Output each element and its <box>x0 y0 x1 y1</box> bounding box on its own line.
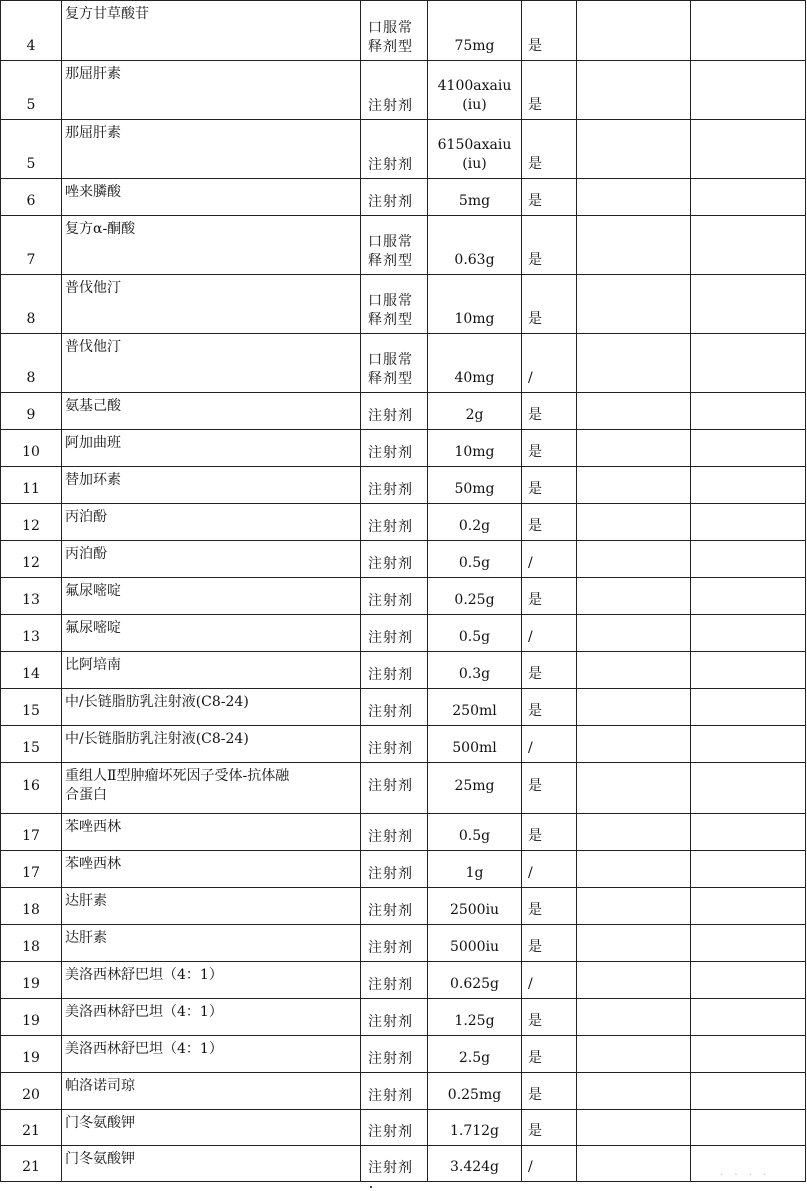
empty-cell <box>691 541 806 578</box>
table-row <box>1 467 806 504</box>
dosage-form: 注射剂 <box>361 999 428 1036</box>
dosage-form: 注射剂 <box>361 726 428 763</box>
dosage-form: 口服常释剂型 <box>361 334 428 393</box>
dosage-form: 注射剂 <box>361 504 428 541</box>
row-number: 19 <box>1 999 62 1036</box>
empty-cell <box>577 61 691 120</box>
table-row <box>1 689 806 726</box>
dosage-form: 注射剂 <box>361 120 428 179</box>
flag-value: / <box>522 1146 577 1182</box>
empty-cell <box>691 999 806 1036</box>
dosage-form: 注射剂 <box>361 814 428 851</box>
empty-cell <box>577 467 691 504</box>
empty-cell <box>691 61 806 120</box>
empty-cell <box>577 578 691 615</box>
empty-cell <box>691 120 806 179</box>
drug-name: 苯唑西林 <box>62 851 361 888</box>
flag-value: 是 <box>522 467 577 504</box>
drug-name: 帕洛诺司琼 <box>62 1073 361 1110</box>
table-row <box>1 61 806 120</box>
row-number: 21 <box>1 1110 62 1146</box>
empty-cell <box>577 814 691 851</box>
specification: 500ml <box>428 726 522 763</box>
drug-name: 门冬氨酸钾 <box>62 1110 361 1146</box>
table-row <box>1 652 806 689</box>
row-number: 14 <box>1 652 62 689</box>
flag-value: 是 <box>522 999 577 1036</box>
flag-value: 是 <box>522 430 577 467</box>
empty-cell <box>577 1110 691 1146</box>
flag-value: / <box>522 615 577 652</box>
empty-cell <box>691 1036 806 1073</box>
drug-name: 达肝素 <box>62 888 361 925</box>
flag-value: 是 <box>522 216 577 275</box>
row-number: 5 <box>1 61 62 120</box>
empty-cell <box>577 1146 691 1182</box>
drug-name: 丙泊酚 <box>62 504 361 541</box>
flag-value: 是 <box>522 120 577 179</box>
empty-cell <box>691 888 806 925</box>
page-mark <box>370 1186 372 1188</box>
dosage-form: 注射剂 <box>361 179 428 216</box>
dosage-form: 注射剂 <box>361 925 428 962</box>
specification: 25mg <box>428 763 522 814</box>
empty-cell <box>691 925 806 962</box>
flag-value: 是 <box>522 763 577 814</box>
empty-cell <box>691 334 806 393</box>
drug-name: 那屈肝素 <box>62 61 361 120</box>
dosage-form: 注射剂 <box>361 1073 428 1110</box>
empty-cell <box>691 1110 806 1146</box>
drug-name: 氟尿嘧啶 <box>62 578 361 615</box>
flag-value: / <box>522 962 577 999</box>
table-row <box>1 814 806 851</box>
empty-cell <box>577 962 691 999</box>
dosage-form: 注射剂 <box>361 615 428 652</box>
table-row <box>1 925 806 962</box>
row-number: 9 <box>1 393 62 430</box>
dosage-form: 注射剂 <box>361 763 428 814</box>
flag-value: 是 <box>522 578 577 615</box>
table-row <box>1 275 806 334</box>
table-row <box>1 1110 806 1146</box>
dosage-form: 注射剂 <box>361 1110 428 1146</box>
empty-cell <box>577 179 691 216</box>
drug-name: 替加环素 <box>62 467 361 504</box>
drug-name: 美洛西林舒巴坦（4：1） <box>62 1036 361 1073</box>
flag-value: 是 <box>522 179 577 216</box>
empty-cell <box>577 851 691 888</box>
row-number: 17 <box>1 851 62 888</box>
scan-dots-decoration: · · · · <box>720 1170 771 1181</box>
empty-cell <box>577 726 691 763</box>
specification: 1.712g <box>428 1110 522 1146</box>
row-number: 12 <box>1 504 62 541</box>
specification: 2500iu <box>428 888 522 925</box>
table-row <box>1 1 806 61</box>
empty-cell <box>577 504 691 541</box>
specification: 1g <box>428 851 522 888</box>
specification: 0.25mg <box>428 1073 522 1110</box>
dosage-form: 口服常释剂型 <box>361 216 428 275</box>
flag-value: 是 <box>522 393 577 430</box>
row-number: 7 <box>1 216 62 275</box>
row-number: 20 <box>1 1073 62 1110</box>
dosage-form: 注射剂 <box>361 652 428 689</box>
drug-name: 比阿培南 <box>62 652 361 689</box>
empty-cell <box>691 216 806 275</box>
table-row <box>1 615 806 652</box>
specification: 2.5g <box>428 1036 522 1073</box>
row-number: 17 <box>1 814 62 851</box>
specification: 5mg <box>428 179 522 216</box>
specification: 0.2g <box>428 504 522 541</box>
drug-name: 美洛西林舒巴坦（4：1） <box>62 999 361 1036</box>
empty-cell <box>577 334 691 393</box>
table-row <box>1 430 806 467</box>
table-row <box>1 962 806 999</box>
specification: 50mg <box>428 467 522 504</box>
empty-cell <box>577 541 691 578</box>
empty-cell <box>691 763 806 814</box>
specification: 0.3g <box>428 652 522 689</box>
dosage-form: 注射剂 <box>361 541 428 578</box>
specification: 2g <box>428 393 522 430</box>
specification: 4100axaiu (iu) <box>428 61 522 120</box>
empty-cell <box>691 962 806 999</box>
table-row <box>1 179 806 216</box>
specification: 0.625g <box>428 962 522 999</box>
specification: 10mg <box>428 430 522 467</box>
empty-cell <box>577 275 691 334</box>
flag-value: / <box>522 851 577 888</box>
drug-name: 复方α-酮酸 <box>62 216 361 275</box>
row-number: 13 <box>1 578 62 615</box>
row-number: 11 <box>1 467 62 504</box>
empty-cell <box>577 216 691 275</box>
row-number: 8 <box>1 275 62 334</box>
empty-cell <box>577 999 691 1036</box>
empty-cell <box>691 726 806 763</box>
specification: 0.5g <box>428 814 522 851</box>
table-row <box>1 541 806 578</box>
row-number: 18 <box>1 925 62 962</box>
dosage-form: 注射剂 <box>361 689 428 726</box>
table-row <box>1 216 806 275</box>
flag-value: 是 <box>522 1110 577 1146</box>
row-number: 8 <box>1 334 62 393</box>
row-number: 12 <box>1 541 62 578</box>
table-row <box>1 851 806 888</box>
drug-name: 苯唑西林 <box>62 814 361 851</box>
row-number: 15 <box>1 689 62 726</box>
row-number: 10 <box>1 430 62 467</box>
empty-cell <box>577 393 691 430</box>
table-row <box>1 1036 806 1073</box>
row-number: 16 <box>1 763 62 814</box>
empty-cell <box>577 1073 691 1110</box>
flag-value: / <box>522 726 577 763</box>
empty-cell <box>577 925 691 962</box>
table-row <box>1 888 806 925</box>
flag-value: 是 <box>522 1073 577 1110</box>
row-number: 5 <box>1 120 62 179</box>
drug-name: 氨基己酸 <box>62 393 361 430</box>
table-row <box>1 763 806 814</box>
table-row <box>1 1073 806 1110</box>
empty-cell <box>691 179 806 216</box>
specification: 0.25g <box>428 578 522 615</box>
drug-name: 普伐他汀 <box>62 275 361 334</box>
specification: 0.5g <box>428 541 522 578</box>
specification: 0.5g <box>428 615 522 652</box>
flag-value: 是 <box>522 689 577 726</box>
flag-value: 是 <box>522 1036 577 1073</box>
empty-cell <box>691 393 806 430</box>
empty-cell <box>691 851 806 888</box>
empty-cell <box>691 504 806 541</box>
table-row <box>1 120 806 179</box>
empty-cell <box>577 888 691 925</box>
row-number: 19 <box>1 1036 62 1073</box>
table-row <box>1 504 806 541</box>
dosage-form: 注射剂 <box>361 962 428 999</box>
dosage-form: 注射剂 <box>361 467 428 504</box>
dosage-form: 注射剂 <box>361 851 428 888</box>
specification: 75mg <box>428 1 522 61</box>
drug-name: 重组人Ⅱ型肿瘤坏死因子受体-抗体融合蛋白 <box>62 763 361 814</box>
specification: 5000iu <box>428 925 522 962</box>
flag-value: / <box>522 541 577 578</box>
row-number: 21 <box>1 1146 62 1182</box>
dosage-form: 口服常释剂型 <box>361 1 428 61</box>
specification: 1.25g <box>428 999 522 1036</box>
empty-cell <box>577 689 691 726</box>
specification: 250ml <box>428 689 522 726</box>
row-number: 18 <box>1 888 62 925</box>
table-row <box>1 393 806 430</box>
specification: 6150axaiu (iu) <box>428 120 522 179</box>
specification: 0.63g <box>428 216 522 275</box>
dosage-form: 口服常释剂型 <box>361 275 428 334</box>
row-number: 19 <box>1 962 62 999</box>
drug-name: 丙泊酚 <box>62 541 361 578</box>
empty-cell <box>691 1073 806 1110</box>
drug-name: 中/长链脂肪乳注射液(C8-24) <box>62 726 361 763</box>
empty-cell <box>691 814 806 851</box>
drug-name: 门冬氨酸钾 <box>62 1146 361 1182</box>
dosage-form: 注射剂 <box>361 61 428 120</box>
table-row <box>1 334 806 393</box>
empty-cell <box>691 1 806 61</box>
dosage-form: 注射剂 <box>361 1036 428 1073</box>
drug-name: 氟尿嘧啶 <box>62 615 361 652</box>
empty-cell <box>577 652 691 689</box>
drug-name: 达肝素 <box>62 925 361 962</box>
flag-value: 是 <box>522 925 577 962</box>
drug-name: 阿加曲班 <box>62 430 361 467</box>
flag-value: 是 <box>522 888 577 925</box>
row-number: 13 <box>1 615 62 652</box>
empty-cell <box>691 689 806 726</box>
empty-cell <box>691 652 806 689</box>
empty-cell <box>577 615 691 652</box>
drug-name: 唑来膦酸 <box>62 179 361 216</box>
table-row <box>1 1146 806 1182</box>
flag-value: / <box>522 334 577 393</box>
row-number: 15 <box>1 726 62 763</box>
empty-cell <box>691 275 806 334</box>
empty-cell <box>577 1036 691 1073</box>
table-row <box>1 999 806 1036</box>
flag-value: 是 <box>522 275 577 334</box>
empty-cell <box>691 578 806 615</box>
table-row <box>1 726 806 763</box>
empty-cell <box>577 120 691 179</box>
drug-name: 那屈肝素 <box>62 120 361 179</box>
flag-value: 是 <box>522 504 577 541</box>
empty-cell <box>691 467 806 504</box>
drug-name: 美洛西林舒巴坦（4：1） <box>62 962 361 999</box>
flag-value: 是 <box>522 652 577 689</box>
row-number: 6 <box>1 179 62 216</box>
flag-value: 是 <box>522 61 577 120</box>
dosage-form: 注射剂 <box>361 888 428 925</box>
empty-cell <box>577 763 691 814</box>
empty-cell <box>577 430 691 467</box>
flag-value: 是 <box>522 814 577 851</box>
flag-value: 是 <box>522 1 577 61</box>
specification: 10mg <box>428 275 522 334</box>
dosage-form: 注射剂 <box>361 578 428 615</box>
drug-name: 复方甘草酸苷 <box>62 1 361 61</box>
empty-cell <box>691 615 806 652</box>
table-row <box>1 578 806 615</box>
dosage-form: 注射剂 <box>361 393 428 430</box>
dosage-form: 注射剂 <box>361 1146 428 1182</box>
empty-cell <box>577 1 691 61</box>
drug-name: 中/长链脂肪乳注射液(C8-24) <box>62 689 361 726</box>
dosage-form: 注射剂 <box>361 430 428 467</box>
specification: 40mg <box>428 334 522 393</box>
empty-cell <box>691 430 806 467</box>
drug-name: 普伐他汀 <box>62 334 361 393</box>
row-number: 4 <box>1 1 62 61</box>
specification: 3.424g <box>428 1146 522 1182</box>
